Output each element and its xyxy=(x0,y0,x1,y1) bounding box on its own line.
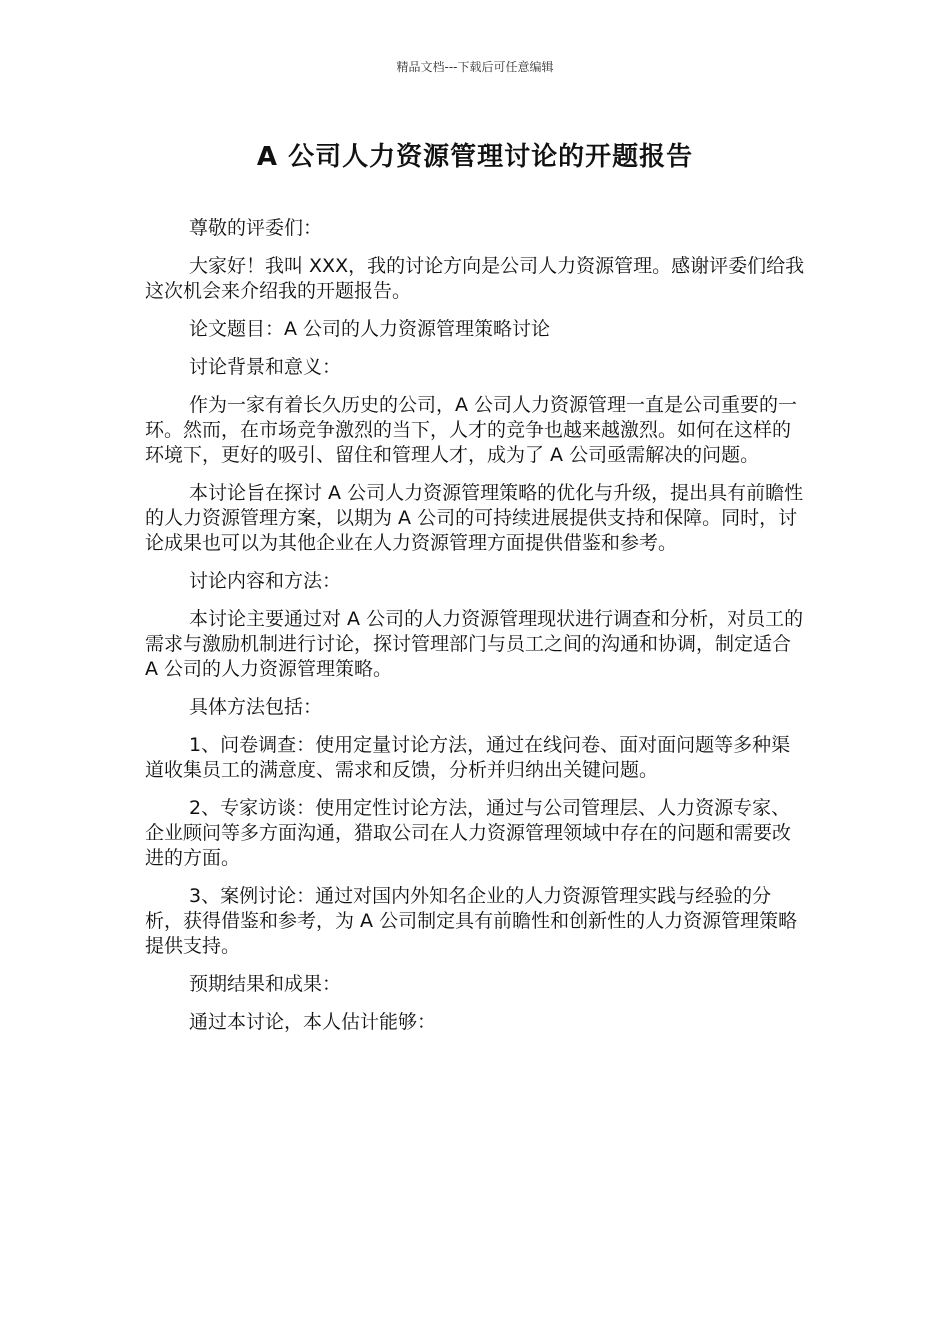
method-item-survey: 1、问卷调查：使用定量讨论方法，通过在线问卷、面对面问题等多种渠道收集员工的满意度、需求和反馈，分析并归纳出关键问题。 xyxy=(145,734,791,781)
section-heading-content-method: 讨论内容和方法： xyxy=(189,570,342,592)
content-paragraph: 本讨论主要通过对 A 公司的人力资源管理现状进行调查和分析，对员工的需求与激励机制进行讨论，探讨管理部门与员工之间的沟通和协调，制定适合 A 公司的人力资源管理策略。 xyxy=(145,608,804,680)
salutation: 尊敬的评委们： xyxy=(189,217,323,239)
thesis-topic: 论文题目：A 公司的人力资源管理策略讨论 xyxy=(189,318,551,340)
method-item-case-study: 3、案例讨论：通过对国内外知名企业的人力资源管理实践与经验的分析，获得借鉴和参考，为 A 公司制定具有前瞻性和创新性的人力资源管理策略提供支持。 xyxy=(145,885,798,957)
methods-intro: 具体方法包括： xyxy=(189,696,323,718)
background-paragraph: 作为一家有着长久历史的公司，A 公司人力资源管理一直是公司重要的一环。然而，在市场竞争激烈的当下，人才的竞争也越来越激烈。如何在这样的环境下，更好的吸引、留住和管理人才，成为了 A 公司亟需解决的问题。 xyxy=(145,394,798,466)
expected-results-intro: 通过本讨论，本人估计能够： xyxy=(189,1011,437,1033)
purpose-paragraph: 本讨论旨在探讨 A 公司人力资源管理策略的优化与升级，提出具有前瞻性的人力资源管理方案，以期为 A 公司的可持续进展提供支持和保障。同时，讨论成果也可以为其他企业在人力资源管理方面提供借鉴和参考。 xyxy=(145,482,804,554)
section-heading-expected-results: 预期结果和成果： xyxy=(189,973,342,995)
document-body xyxy=(145,216,807,1048)
section-heading-background: 讨论背景和意义： xyxy=(189,356,342,378)
introduction-paragraph: 大家好！我叫 XXX，我的讨论方向是公司人力资源管理。感谢评委们给我这次机会来介绍我的开题报告。 xyxy=(145,255,805,302)
method-item-interview: 2、专家访谈：使用定性讨论方法，通过与公司管理层、人力资源专家、企业顾问等多方面沟通，猎取公司在人力资源管理领域中存在的问题和需要改进的方面。 xyxy=(145,797,792,869)
document-title: A 公司人力资源管理讨论的开题报告 xyxy=(256,142,694,172)
header-note: 精品文档---下载后可任意编辑 xyxy=(396,60,554,74)
